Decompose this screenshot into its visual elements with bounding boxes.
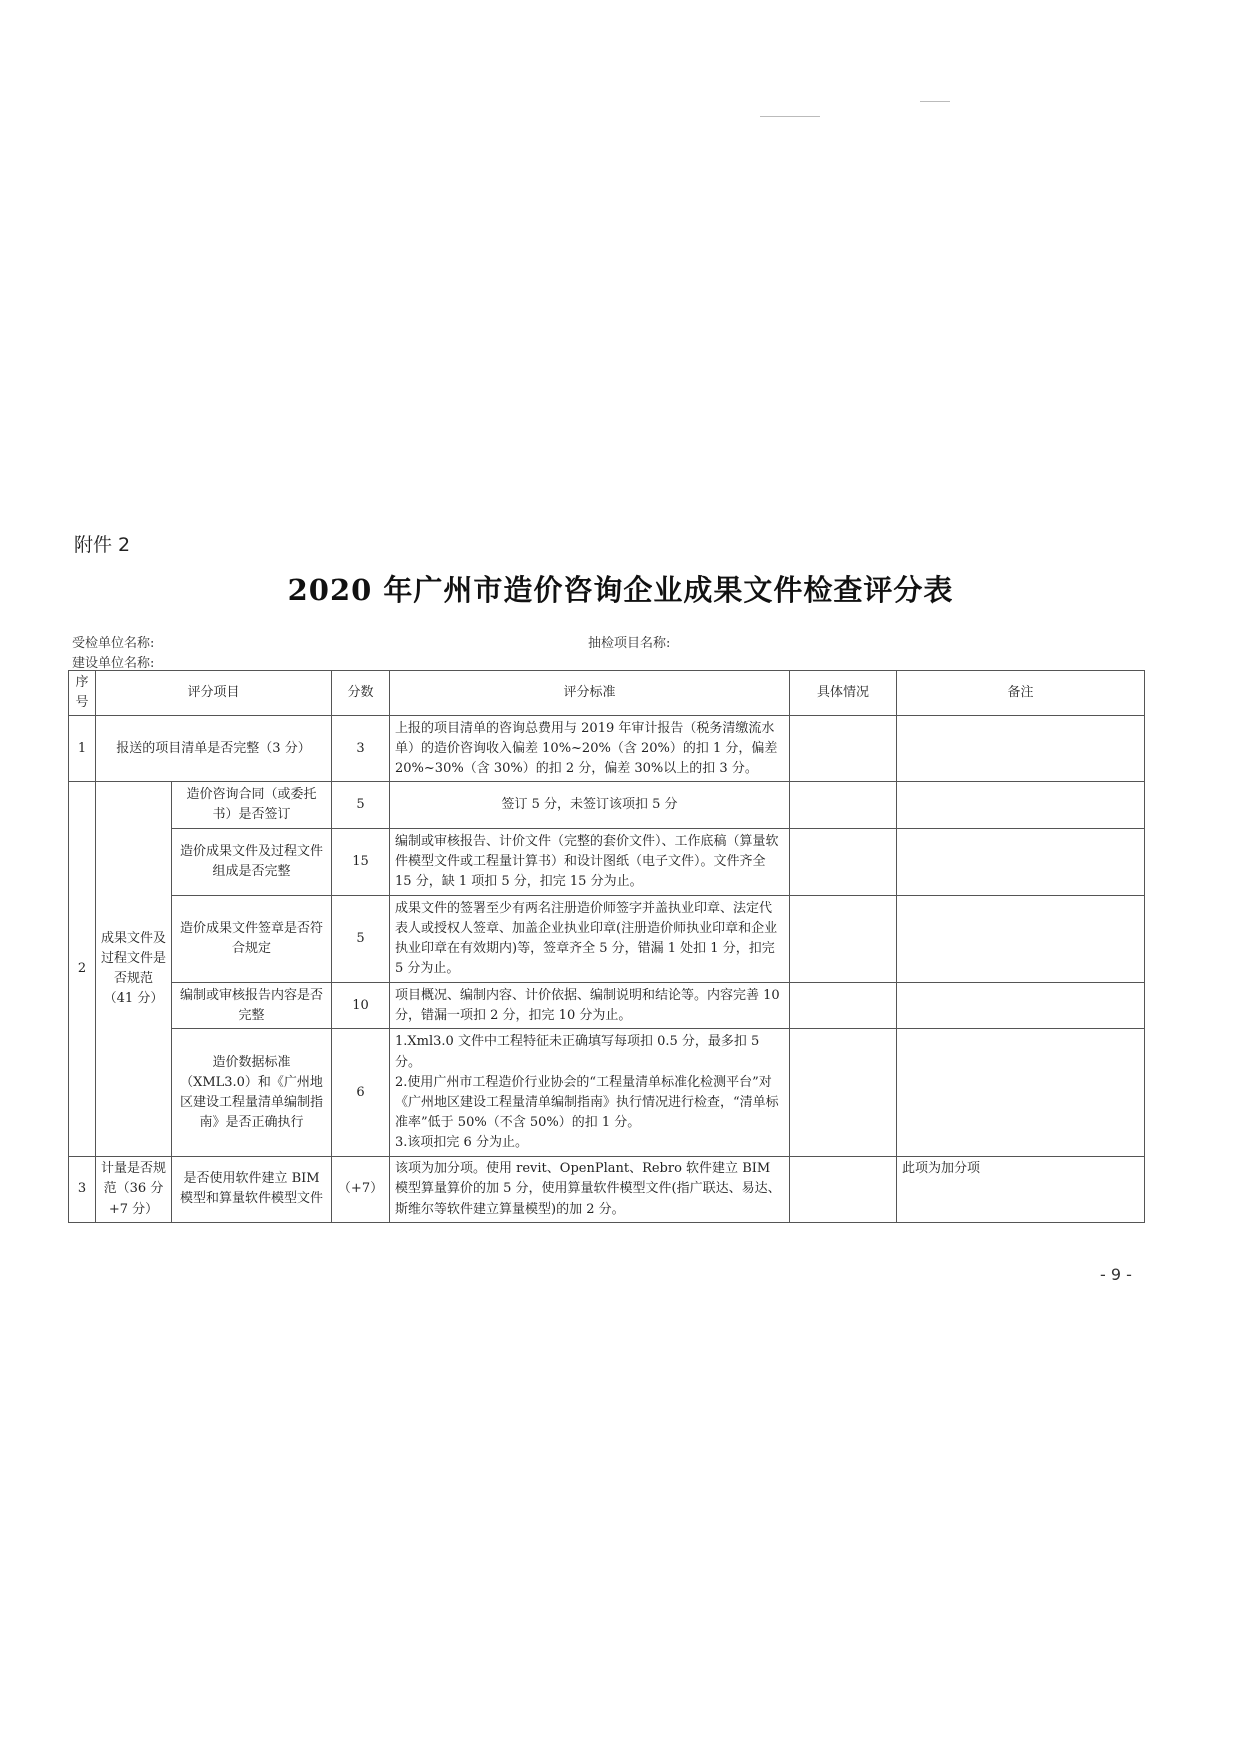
page-title: 2020 年广州市造价咨询企业成果文件检查评分表 [287, 573, 954, 607]
header-remarks: 备注 [897, 671, 1145, 716]
row2-sub3-score: 5 [332, 896, 390, 983]
header-item: 评分项目 [96, 671, 332, 716]
row2-sub5-situation-cell[interactable] [790, 1029, 897, 1157]
table-row [69, 782, 1145, 829]
row2-sub5-criteria-line1: 1.Xml3.0 文件中工程特征未正确填写每项扣 0.5 分，最多扣 5 分。 [395, 1034, 760, 1070]
table-row [69, 716, 1145, 782]
row2-sub5-criteria-line3: 3.该项扣完 6 分为止。 [395, 1135, 528, 1151]
row2-sub4-remarks-cell[interactable] [897, 983, 1145, 1029]
scan-mark [760, 116, 820, 117]
row1-item: 报送的项目清单是否完整（3 分） [96, 716, 332, 782]
row3-remarks: 此项为加分项 [897, 1157, 1145, 1222]
row2-sub4-item: 编制或审核报告内容是否完整 [172, 983, 332, 1029]
row2-sub1-item: 造价咨询合同（或委托书）是否签订 [172, 782, 332, 829]
row2-sub3-remarks-cell[interactable] [897, 896, 1145, 983]
row2-sub5-item: 造价数据标准（XML3.0）和《广州地区建设工程量清单编制指南》是否正确执行 [172, 1029, 332, 1157]
scan-mark [920, 101, 950, 102]
row2-sub3-situation-cell[interactable] [790, 896, 897, 983]
row3-category: 计量是否规范（36 分+7 分） [96, 1157, 172, 1222]
table-row [69, 1157, 1145, 1222]
row2-sub5-remarks-cell[interactable] [897, 1029, 1145, 1157]
row2-sub1-score: 5 [332, 782, 390, 829]
row1-seq: 1 [69, 716, 96, 782]
row3-situation-cell[interactable] [790, 1157, 897, 1222]
table-row [69, 896, 1145, 983]
header-score: 分数 [332, 671, 390, 716]
attachment-label: 附件 2 [74, 534, 131, 556]
row2-sub5-criteria-line2: 2.使用广州市工程造价行业协会的“工程量清单标准化检测平台”对《广州地区建设工程量清单编制指南》执行情况进行检查，“清单标准率”低于 50%（不含 50%）的扣 1 分。 [395, 1074, 779, 1130]
header-criteria: 评分标准 [390, 671, 790, 716]
row2-sub5-score: 6 [332, 1029, 390, 1157]
header-situation: 具体情况 [790, 671, 897, 716]
table-row [69, 983, 1145, 1029]
row2-sub2-score: 15 [332, 829, 390, 896]
row2-category: 成果文件及过程文件是否规范（41 分） [96, 782, 172, 1157]
table-header-row [69, 671, 1145, 716]
row2-sub1-remarks-cell[interactable] [897, 782, 1145, 829]
row2-sub3-criteria: 成果文件的签署至少有两名注册造价师签字并盖执业印章、法定代表人或授权人签章、加盖企业执业印章(注册造价师执业印章和企业执业印章在有效期内)等，签章齐全 5 分，错漏 1 处扣 1 分，扣完 5 分为止。 [390, 896, 790, 983]
construction-unit-label: 建设单位名称: [72, 656, 155, 671]
row1-criteria: 上报的项目清单的咨询总费用与 2019 年审计报告（税务清缴流水单）的造价咨询收入偏差 10%~20%（含 20%）的扣 1 分，偏差 20%~30%（含 30%）的扣 2 分，偏差 30%以上的扣 3 分。 [390, 716, 790, 782]
row3-seq: 3 [69, 1157, 96, 1222]
row1-score: 3 [332, 716, 390, 782]
row2-seq: 2 [69, 782, 96, 1157]
row2-sub2-remarks-cell[interactable] [897, 829, 1145, 896]
row2-sub1-criteria: 签订 5 分，未签订该项扣 5 分 [390, 782, 790, 829]
page-number: - 9 - [1100, 1265, 1132, 1284]
row1-remarks-cell[interactable] [897, 716, 1145, 782]
table-row [69, 829, 1145, 896]
row2-sub2-situation-cell[interactable] [790, 829, 897, 896]
header-seq: 序号 [69, 671, 96, 716]
row2-sub4-score: 10 [332, 983, 390, 1029]
row2-sub5-criteria [390, 1029, 790, 1157]
inspected-unit-label: 受检单位名称: [72, 636, 155, 651]
row2-sub4-situation-cell[interactable] [790, 983, 897, 1029]
row2-sub3-item: 造价成果文件签章是否符合规定 [172, 896, 332, 983]
project-name-label: 抽检项目名称: [588, 636, 671, 651]
row2-sub2-criteria: 编制或审核报告、计价文件（完整的套价文件）、工作底稿（算量软件模型文件或工程量计算书）和设计图纸（电子文件）。文件齐全 15 分，缺 1 项扣 5 分，扣完 15 分为止。 [390, 829, 790, 896]
row2-sub1-situation-cell[interactable] [790, 782, 897, 829]
row3-criteria: 该项为加分项。使用 revit、OpenPlant、Rebro 软件建立 BIM 模型算量算价的加 5 分，使用算量软件模型文件(指广联达、易达、斯维尔等软件建立算量模型)的加 2 分。 [390, 1157, 790, 1222]
table-row [69, 1029, 1145, 1157]
row2-sub4-criteria: 项目概况、编制内容、计价依据、编制说明和结论等。内容完善 10 分，错漏一项扣 2 分，扣完 10 分为止。 [390, 983, 790, 1029]
row2-sub2-item: 造价成果文件及过程文件组成是否完整 [172, 829, 332, 896]
score-table [68, 670, 1145, 1223]
row3-item: 是否使用软件建立 BIM 模型和算量软件模型文件 [172, 1157, 332, 1222]
row3-score: （+7） [332, 1157, 390, 1222]
row1-situation-cell[interactable] [790, 716, 897, 782]
